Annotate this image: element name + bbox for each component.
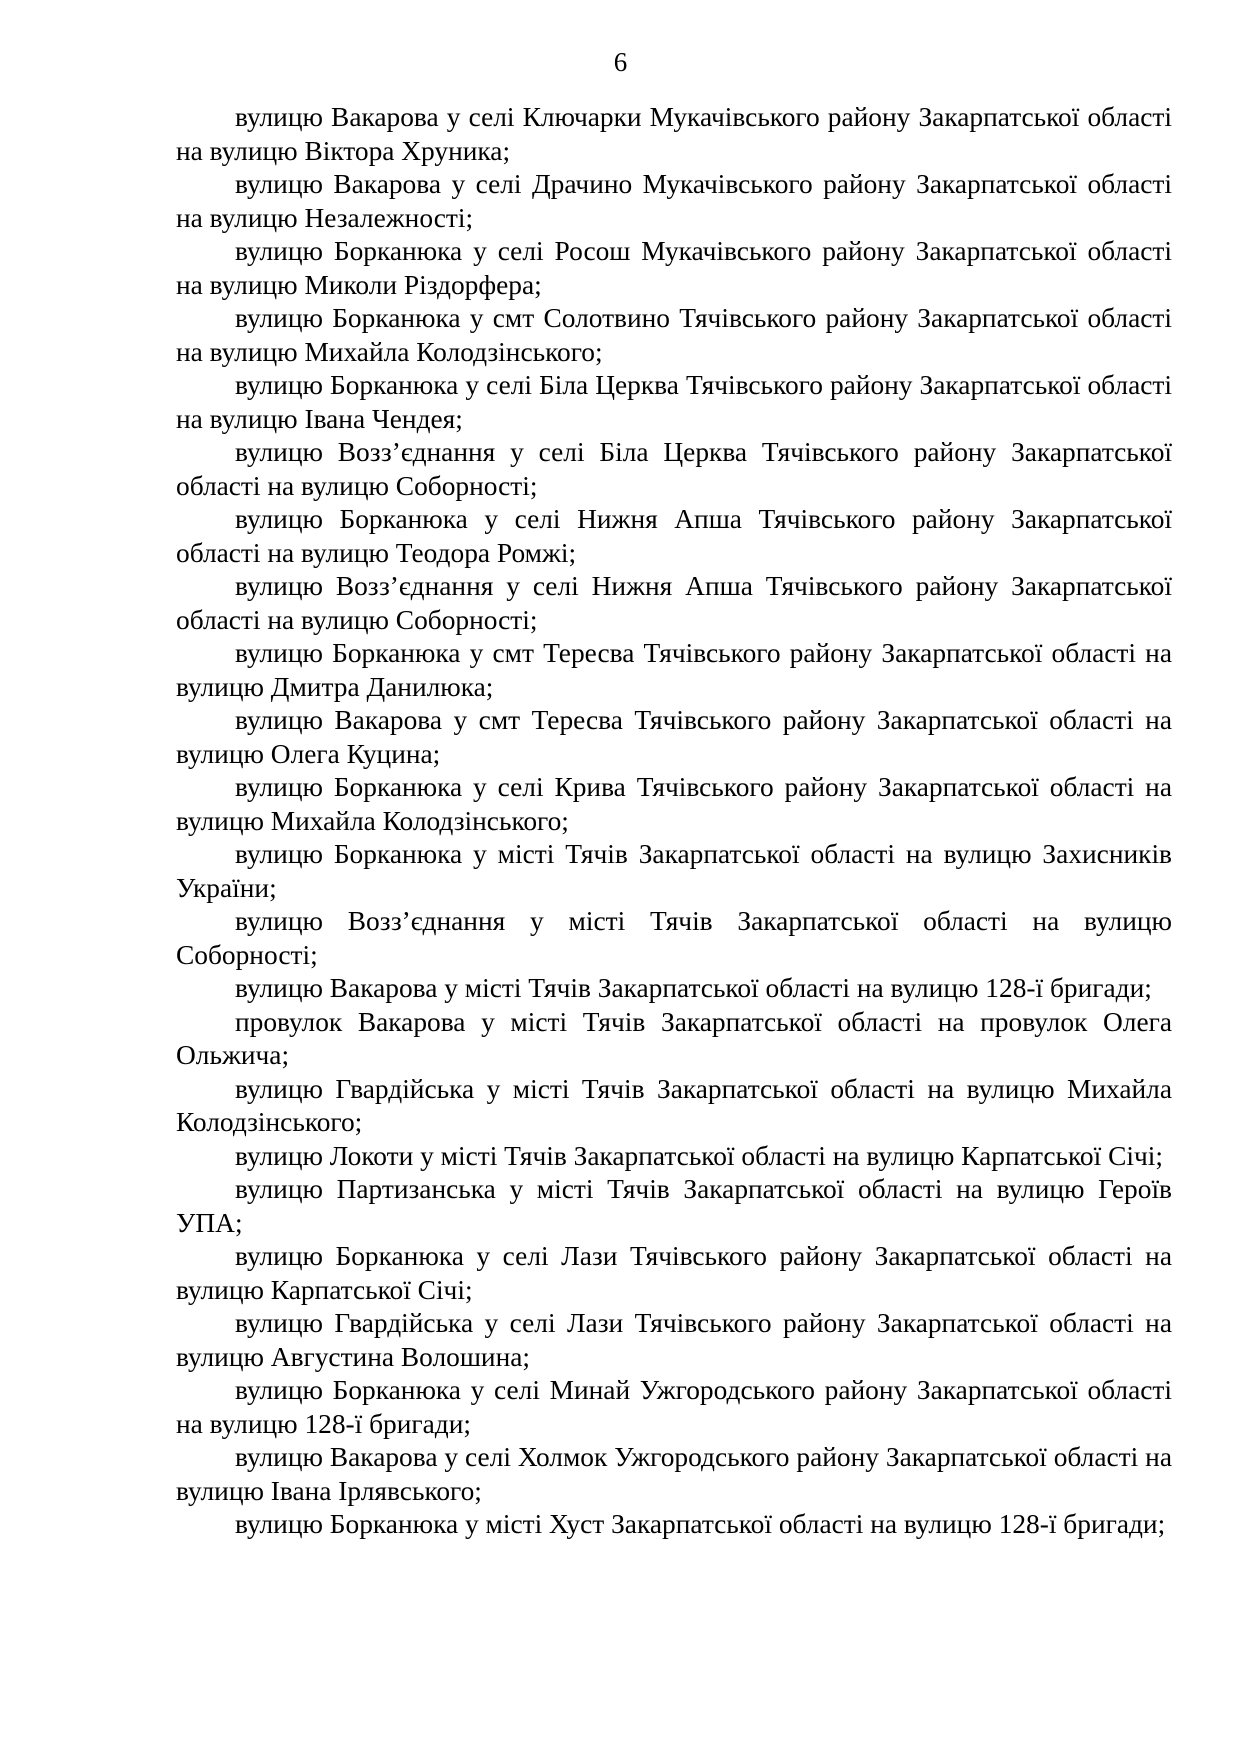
paragraph: вулицю Партизанська у місті Тячів Закарпатської області на вулицю Героїв УПА; bbox=[176, 1174, 1172, 1238]
paragraph: вулицю Вакарова у селі Холмок Ужгородського району Закарпатської області на вулицю Івана Ірлявського; bbox=[176, 1442, 1172, 1506]
paragraph: вулицю Борканюка у смт Солотвино Тячівського району Закарпатської області на вулицю Михайла Колодзінського; bbox=[176, 303, 1172, 367]
paragraph: провулок Вакарова у місті Тячів Закарпатської області на провулок Олега Ольжича; bbox=[176, 1006, 1172, 1070]
paragraph: вулицю Борканюка у місті Тячів Закарпатської області на вулицю Захисників України; bbox=[176, 839, 1172, 903]
paragraph: вулицю Гвардійська у місті Тячів Закарпатської області на вулицю Михайла Колодзінського; bbox=[176, 1073, 1172, 1137]
paragraph: вулицю Вакарова у селі Ключарки Мукачівського району Закарпатської області на вулицю Віктора Хруника; bbox=[176, 102, 1172, 166]
paragraph: вулицю Локоти у місті Тячів Закарпатської області на вулицю Карпатської Січі; bbox=[235, 1140, 1163, 1171]
paragraph: вулицю Вакарова у смт Тересва Тячівського району Закарпатської області на вулицю Олега Куцина; bbox=[176, 705, 1172, 769]
page-number: 6 bbox=[613, 47, 628, 77]
paragraph: вулицю Борканюка у селі Минай Ужгородського району Закарпатської області на вулицю 128-ї бригади; bbox=[176, 1375, 1172, 1439]
paragraph: вулицю Борканюка у місті Хуст Закарпатської області на вулицю 128-ї бригади; bbox=[235, 1509, 1166, 1539]
paragraph: вулицю Вакарова у місті Тячів Закарпатської області на вулицю 128-ї бригади; bbox=[235, 973, 1152, 1003]
paragraph: вулицю Борканюка у селі Біла Церква Тячівського району Закарпатської області на вулицю Івана Чендея; bbox=[176, 370, 1172, 434]
paragraph: вулицю Борканюка у селі Крива Тячівського району Закарпатської області на вулицю Михайла Колодзінського; bbox=[176, 772, 1172, 836]
paragraph: вулицю Борканюка у селі Лази Тячівського району Закарпатської області на вулицю Карпатської Січі; bbox=[176, 1241, 1172, 1305]
document-body bbox=[176, 101, 1172, 1542]
paragraph: вулицю Возз’єднання у селі Нижня Апша Тячівського району Закарпатської області на вулицю Соборності; bbox=[176, 571, 1172, 635]
paragraph: вулицю Борканюка у селі Нижня Апша Тячівського району Закарпатської області на вулицю Теодора Ромжі; bbox=[176, 504, 1172, 568]
paragraph: вулицю Гвардійська у селі Лази Тячівського району Закарпатської області на вулицю Августина Волошина; bbox=[176, 1308, 1172, 1372]
paragraph: вулицю Возз’єднання у місті Тячів Закарпатської області на вулицю Соборності; bbox=[176, 906, 1172, 970]
paragraph: вулицю Борканюка у селі Росош Мукачівського району Закарпатської області на вулицю Миколи Різдорфера; bbox=[176, 236, 1172, 300]
paragraph: вулицю Возз’єднання у селі Біла Церква Тячівського району Закарпатської області на вулицю Соборності; bbox=[176, 437, 1172, 501]
paragraph: вулицю Вакарова у селі Драчино Мукачівського району Закарпатської області на вулицю Незалежності; bbox=[176, 169, 1172, 233]
paragraph: вулицю Борканюка у смт Тересва Тячівського району Закарпатської області на вулицю Дмитра Данилюка; bbox=[176, 638, 1172, 702]
